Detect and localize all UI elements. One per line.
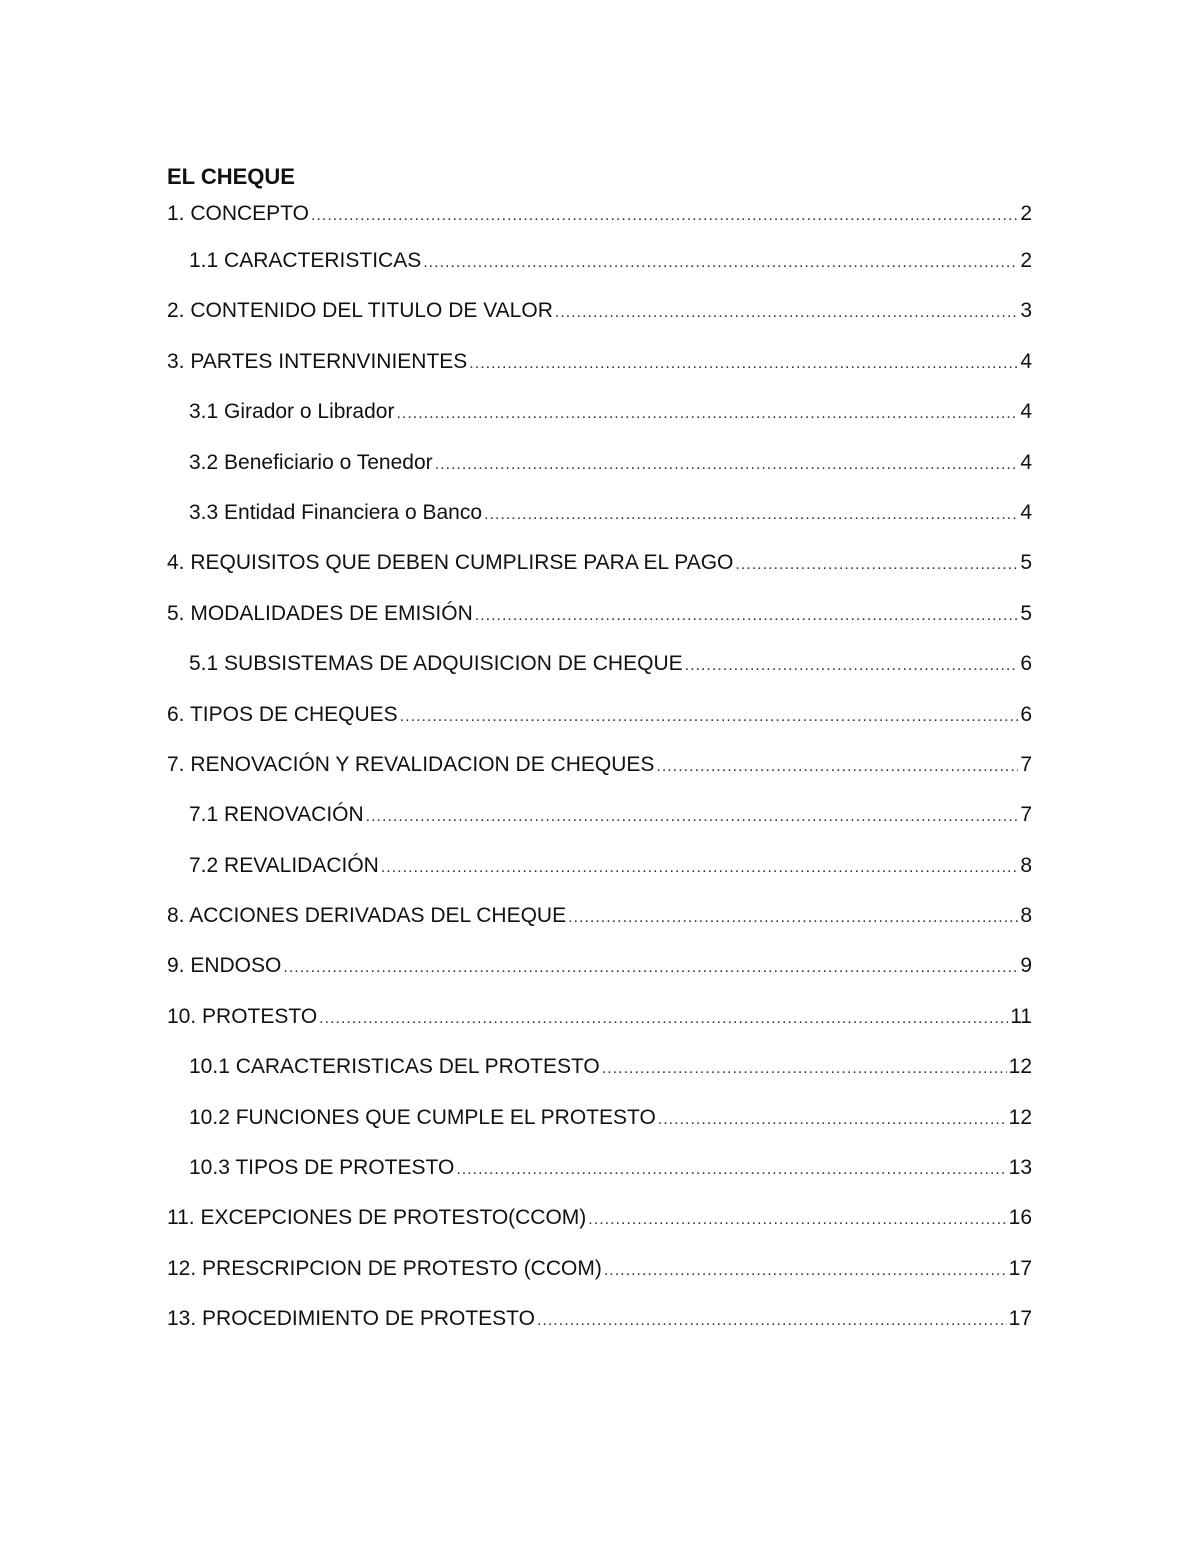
toc-entry[interactable] — [167, 891, 1032, 941]
toc-dot-leader — [400, 692, 1019, 740]
toc-dot-leader — [475, 591, 1019, 639]
toc-entry[interactable] — [167, 1244, 1032, 1294]
toc-entry-page-number: 7 — [1020, 803, 1032, 827]
toc-entry-label: 10.2 FUNCIONES QUE CUMPLE EL PROTESTO — [189, 1105, 656, 1129]
toc-entry[interactable] — [167, 192, 1032, 236]
toc-entry-label: 1. CONCEPTO — [167, 202, 309, 225]
toc-entry-page-number: 8 — [1020, 904, 1032, 928]
toc-entry[interactable] — [167, 337, 1032, 387]
toc-dot-leader — [311, 194, 1018, 236]
toc-entry-label: 3.3 Entidad Financiera o Banco — [189, 500, 483, 524]
toc-entry-page-number: 4 — [1020, 349, 1032, 373]
toc-entry[interactable] — [167, 1294, 1032, 1344]
toc-entry-page-number: 4 — [1020, 450, 1032, 474]
toc-entry-label: 10. PROTESTO — [167, 1004, 318, 1028]
toc-dot-leader — [435, 440, 1019, 488]
toc-entry-page-number: 8 — [1020, 853, 1032, 877]
toc-entry-label: 7.1 RENOVACIÓN — [189, 803, 364, 827]
toc-dot-leader — [685, 641, 1019, 689]
table-of-contents — [167, 162, 1032, 1345]
toc-entry-label: 2. CONTENIDO DEL TITULO DE VALOR — [167, 299, 553, 323]
toc-entry[interactable] — [167, 538, 1032, 588]
toc-entry-page-number: 16 — [1008, 1206, 1032, 1230]
toc-dot-leader — [604, 1246, 1007, 1294]
toc-entry-page-number: 6 — [1020, 702, 1032, 726]
toc-entry-label: 3. PARTES INTERNVINIENTES — [167, 349, 468, 373]
toc-entry[interactable] — [167, 639, 1032, 689]
toc-entry[interactable] — [167, 286, 1032, 336]
toc-entry[interactable] — [167, 438, 1032, 488]
toc-entry-label: 5. MODALIDADES DE EMISIÓN — [167, 601, 473, 625]
toc-dot-leader — [423, 238, 1018, 286]
toc-entry[interactable] — [167, 841, 1032, 891]
toc-entry-label: 8. ACCIONES DERIVADAS DEL CHEQUE — [167, 904, 567, 928]
toc-dot-leader — [588, 1195, 1006, 1243]
toc-entry[interactable] — [167, 690, 1032, 740]
toc-entry-page-number: 3 — [1020, 299, 1032, 323]
toc-entry[interactable] — [167, 488, 1032, 538]
toc-dot-leader — [537, 1296, 1007, 1344]
toc-entry-page-number: 12 — [1008, 1105, 1032, 1129]
toc-entry-label: 4. REQUISITOS QUE DEBEN CUMPLIRSE PARA EL PAGO — [167, 551, 734, 575]
toc-entry-label: 9. ENDOSO — [167, 954, 282, 978]
toc-entry-label: 3.2 Beneficiario o Tenedor — [189, 450, 433, 474]
toc-entry-page-number: 11 — [1010, 1004, 1032, 1028]
document-title: EL CHEQUE — [167, 164, 295, 189]
toc-entry-page-number: 2 — [1020, 202, 1032, 225]
toc-dot-leader — [381, 843, 1018, 891]
toc-entry-page-number: 4 — [1020, 400, 1032, 424]
toc-entry[interactable] — [167, 790, 1032, 840]
toc-entry[interactable] — [167, 1143, 1032, 1193]
toc-dot-leader — [484, 490, 1018, 538]
toc-entry[interactable] — [167, 387, 1032, 437]
toc-entry[interactable] — [167, 589, 1032, 639]
toc-entry-page-number: 6 — [1020, 652, 1032, 676]
toc-entry-page-number: 13 — [1008, 1156, 1032, 1180]
toc-dot-leader — [656, 742, 1018, 790]
toc-dot-leader — [602, 1044, 1007, 1092]
toc-entry-page-number: 5 — [1020, 551, 1032, 575]
toc-dot-leader — [735, 540, 1018, 588]
toc-entry-page-number: 12 — [1008, 1055, 1032, 1079]
toc-dot-leader — [366, 792, 1019, 840]
toc-entry-page-number: 17 — [1008, 1256, 1032, 1280]
toc-entry[interactable] — [167, 236, 1032, 286]
toc-entry-label: 7. RENOVACIÓN Y REVALIDACION DE CHEQUES — [167, 752, 655, 776]
toc-dot-leader — [568, 893, 1018, 941]
toc-entry[interactable] — [167, 941, 1032, 991]
toc-entry-page-number: 4 — [1020, 500, 1032, 524]
toc-entry-label: 10.3 TIPOS DE PROTESTO — [189, 1156, 455, 1180]
toc-entry[interactable] — [167, 1042, 1032, 1092]
toc-dot-leader — [658, 1095, 1007, 1143]
toc-dot-leader — [555, 288, 1018, 336]
toc-entry-label: 1.1 CARACTERISTICAS — [189, 249, 422, 272]
toc-entry-label: 7.2 REVALIDACIÓN — [189, 853, 379, 877]
toc-dot-leader — [396, 389, 1018, 437]
toc-dot-leader — [283, 943, 1018, 991]
toc-entry-label: 11. EXCEPCIONES DE PROTESTO(CCOM) — [167, 1206, 587, 1230]
toc-entry-label: 12. PRESCRIPCION DE PROTESTO (CCOM) — [167, 1256, 602, 1280]
toc-entry[interactable] — [167, 992, 1032, 1042]
toc-entry-page-number: 5 — [1020, 601, 1032, 625]
toc-entry-page-number: 7 — [1020, 752, 1032, 776]
toc-entry-label: 10.1 CARACTERISTICAS DEL PROTESTO — [189, 1055, 600, 1079]
toc-entry[interactable] — [167, 740, 1032, 790]
toc-entry[interactable] — [167, 1093, 1032, 1143]
toc-entry-label: 6. TIPOS DE CHEQUES — [167, 702, 398, 726]
toc-dot-leader — [469, 339, 1018, 387]
toc-entry-page-number: 9 — [1020, 954, 1032, 978]
toc-entry-label: 3.1 Girador o Librador — [189, 400, 395, 424]
toc-list — [167, 192, 1032, 1345]
toc-entry-label: 13. PROCEDIMIENTO DE PROTESTO — [167, 1307, 535, 1331]
toc-dot-leader — [319, 994, 1008, 1042]
toc-entry-label: 5.1 SUBSISTEMAS DE ADQUISICION DE CHEQUE — [189, 652, 683, 676]
toc-entry-page-number: 2 — [1020, 249, 1032, 272]
toc-entry[interactable] — [167, 1193, 1032, 1243]
toc-entry-page-number: 17 — [1008, 1307, 1032, 1331]
toc-dot-leader — [456, 1145, 1006, 1193]
